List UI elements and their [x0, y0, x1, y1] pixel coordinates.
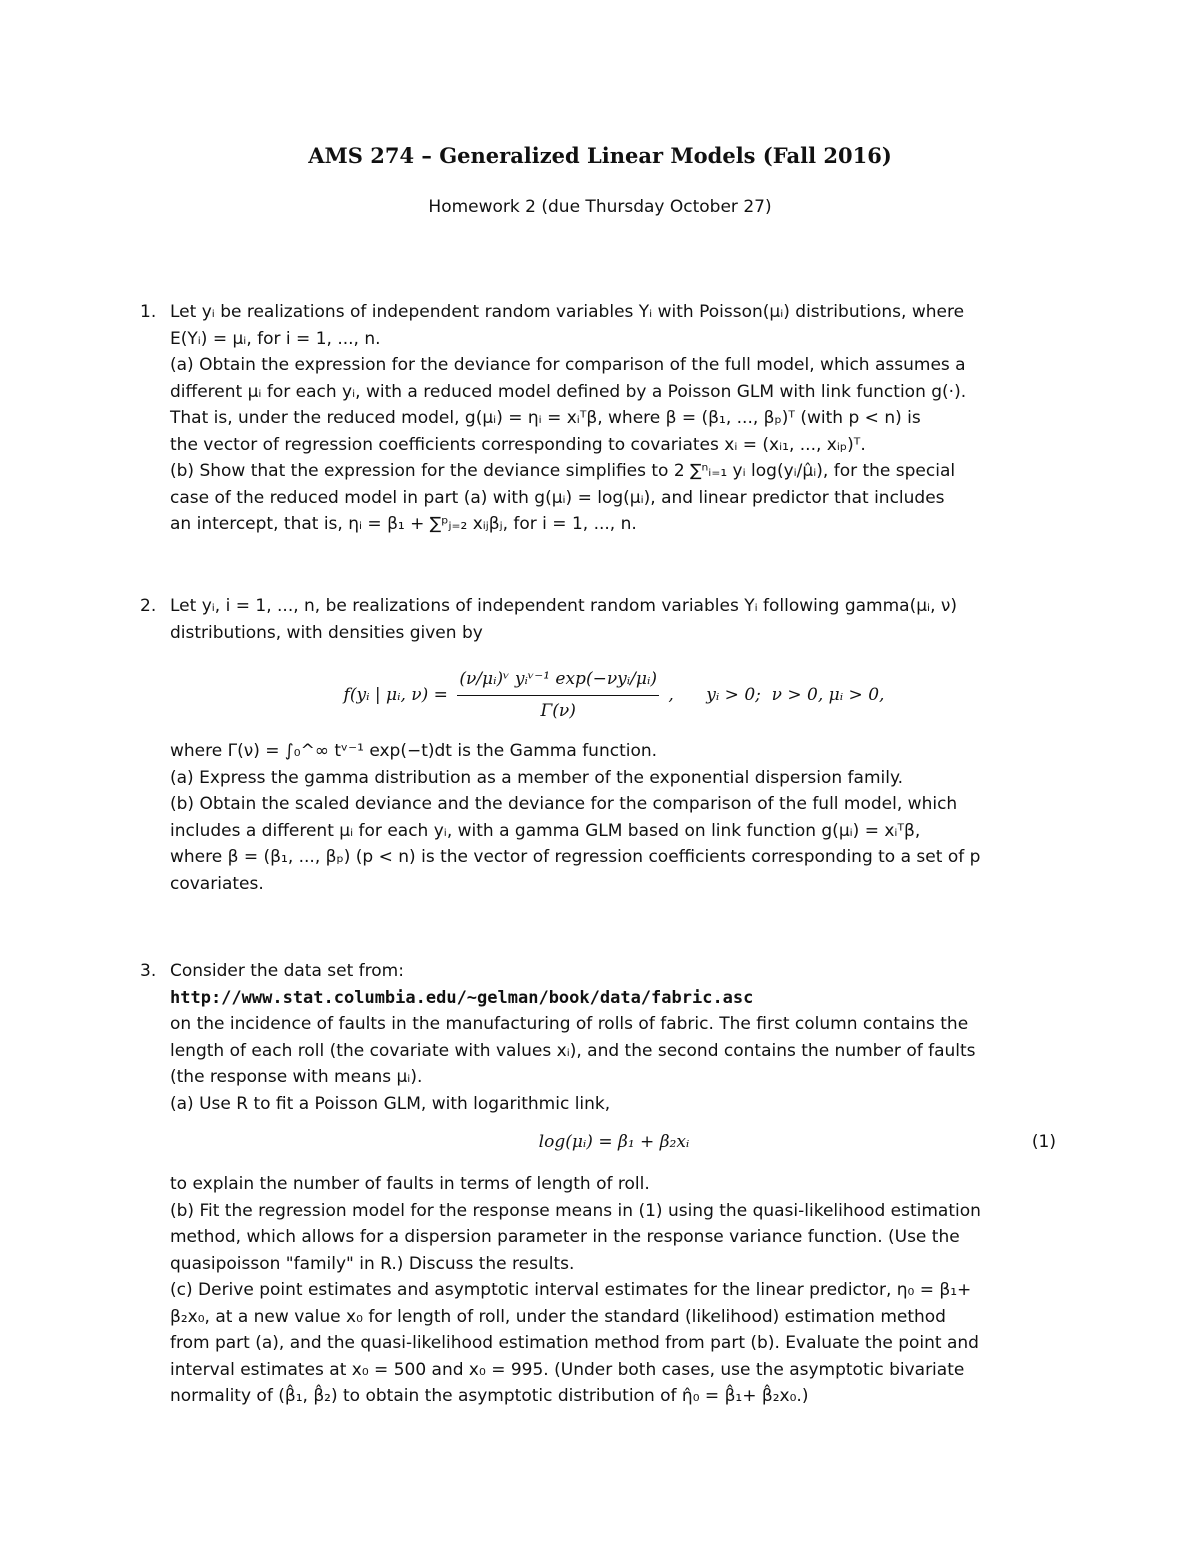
problem-line: quasipoisson "family" in R.) Discuss the results. — [170, 1253, 575, 1274]
equation-row — [170, 666, 1058, 724]
problem-line: (a) Obtain the expression for the deviance for comparison of the full model, which assumes a — [170, 355, 966, 375]
problem-line: (c) Derive point estimates and asymptotic interval estimates for the linear predictor, η₀ = β₁+ — [170, 1280, 972, 1300]
equation-numerator: (ν/μᵢ)ᵛ yᵢᵛ⁻¹ exp(−νyᵢ/μᵢ) — [457, 666, 659, 696]
equation-denominator: Γ(ν) — [540, 700, 576, 721]
gamma-density-equation — [170, 646, 1058, 738]
problem-intro: Consider the data set from: — [170, 961, 404, 981]
problem-number: 1. — [140, 302, 157, 322]
problem-line: (a) Use R to fit a Poisson GLM, with logarithmic link, — [170, 1093, 611, 1114]
poisson-glm-equation — [170, 1117, 1058, 1171]
problem-body — [170, 299, 1058, 538]
equation-fraction — [457, 666, 659, 724]
problem-line: interval estimates at x₀ = 500 and x₀ = 995. (Under both cases, use the asymptotic bivariate — [170, 1359, 965, 1380]
problem-line: where Γ(ν) = ∫₀^∞ tᵛ⁻¹ exp(−t)dt is the Gamma function. — [170, 741, 658, 761]
problem-line: (the response with means μᵢ). — [170, 1067, 423, 1087]
problem-line: case of the reduced model in part (a) with g(μᵢ) = log(μᵢ), and linear predictor that includes — [170, 487, 945, 508]
problem-body — [170, 593, 1058, 897]
problem-line: covariates. — [170, 873, 264, 894]
problem-line: (a) Express the gamma distribution as a member of the exponential dispersion family. — [170, 767, 903, 788]
problem-line: Let yᵢ, i = 1, ..., n, be realizations of independent random variables Yᵢ following gamma(μᵢ, ν) — [170, 596, 958, 616]
document-title: AMS 274 – Generalized Linear Models (Fall 2016) — [308, 143, 892, 168]
problem-body — [170, 958, 1058, 1410]
problem-number: 2. — [140, 596, 157, 616]
problem-line: E(Yᵢ) = μᵢ, for i = 1, ..., n. — [170, 328, 381, 349]
problem-line: That is, under the reduced model, g(μᵢ) = ηᵢ = xᵢᵀβ, where β = (β₁, ..., βₚ)ᵀ (with p < n) is — [170, 408, 921, 428]
equation-label: (1) — [1031, 1132, 1056, 1152]
problem-line: the vector of regression coefficients corresponding to covariates xᵢ = (xᵢ₁, ..., xᵢₚ)ᵀ. — [170, 434, 866, 455]
problem-line: from part (a), and the quasi-likelihood estimation method from part (b). Evaluate the point and — [170, 1333, 979, 1353]
problem-line: where β = (β₁, ..., βₚ) (p < n) is the vector of regression coefficients corresponding to a set of p — [170, 847, 981, 867]
problem-line: includes a different μᵢ for each yᵢ, with a gamma GLM based on link function g(μᵢ) = xᵢᵀβ, — [170, 820, 921, 841]
problem-line: length of each roll (the covariate with values xᵢ), and the second contains the number of faults — [170, 1040, 976, 1061]
problem-line: an intercept, that is, ηᵢ = β₁ + ∑ᵖⱼ₌₂ xᵢⱼβⱼ, for i = 1, ..., n. — [170, 514, 637, 534]
problem-line: method, which allows for a dispersion parameter in the response variance function. (Use the — [170, 1227, 960, 1247]
problem-line: (b) Obtain the scaled deviance and the deviance for the comparison of the full model, which — [170, 794, 958, 814]
problem-line: Let yᵢ be realizations of independent random variables Yᵢ with Poisson(μᵢ) distributions, where — [170, 302, 965, 322]
problem-line: on the incidence of faults in the manufacturing of rolls of fabric. The first column contains the — [170, 1014, 969, 1034]
equation-rhs: , yᵢ > 0; ν > 0, μᵢ > 0, — [668, 685, 885, 705]
problem-line: normality of (β̂₁, β̂₂) to obtain the asymptotic distribution of η̂₀ = β̂₁+ β̂₂x₀.) — [170, 1386, 809, 1406]
problem-number: 3. — [140, 961, 157, 981]
problem-line: to explain the number of faults in terms of length of roll. — [170, 1174, 650, 1194]
equation-text: log(μᵢ) = β₁ + β₂xᵢ — [538, 1132, 690, 1152]
equation-lhs: f(yᵢ | μᵢ, ν) = — [343, 685, 448, 705]
problem-line: different μᵢ for each yᵢ, with a reduced model defined by a Poisson GLM with link function g(·). — [170, 381, 967, 402]
document-subtitle: Homework 2 (due Thursday October 27) — [428, 197, 772, 217]
problem-line: (b) Show that the expression for the deviance simplifies to 2 ∑ⁿᵢ₌₁ yᵢ log(yᵢ/μ̂ᵢ), for the special — [170, 461, 956, 481]
problem-line: distributions, with densities given by — [170, 622, 483, 643]
problem-line: (b) Fit the regression model for the response means in (1) using the quasi-likelihood estimation — [170, 1200, 981, 1221]
dataset-url-link[interactable]: http://www.stat.columbia.edu/~gelman/book/data/fabric.asc — [170, 987, 754, 1008]
problem-line: β₂x₀, at a new value x₀ for length of roll, under the standard (likelihood) estimation method — [170, 1306, 946, 1327]
